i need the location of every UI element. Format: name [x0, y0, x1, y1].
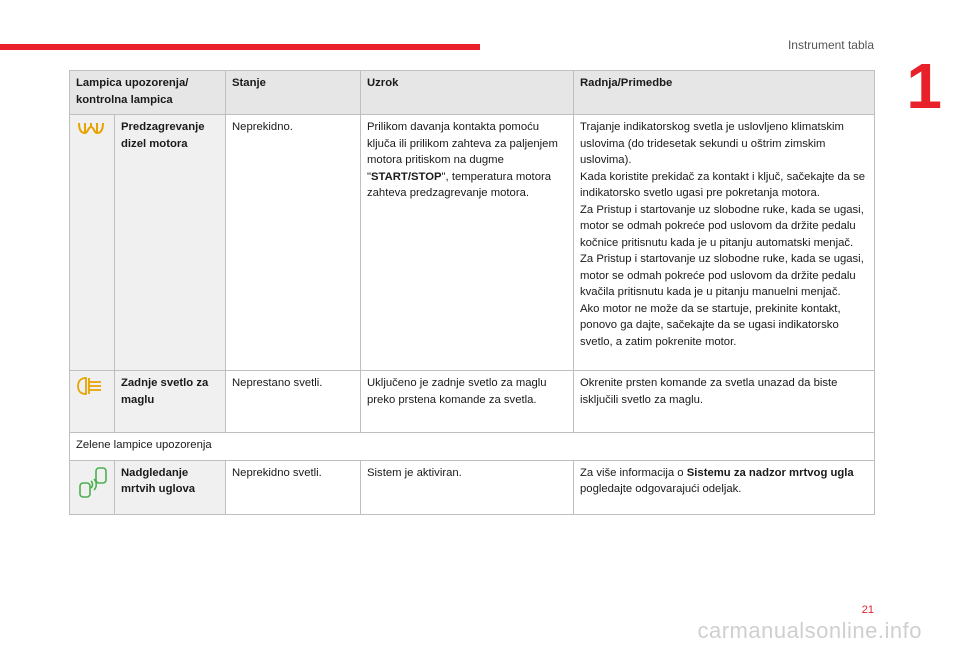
- section-row: [70, 433, 875, 461]
- column-header-action: Radnja/Primedbe: [574, 71, 875, 115]
- column-header-state: Stanje: [226, 71, 361, 115]
- table-row: [70, 115, 875, 371]
- lamp-state: Neprestano svetli.: [226, 371, 361, 433]
- column-header-cause: Uzrok: [361, 71, 574, 115]
- chapter-number: 1: [906, 50, 942, 122]
- section-title: Instrument tabla: [787, 38, 874, 52]
- table-row: [70, 460, 875, 514]
- lamp-action: Za više informacija o Sistemu za nadzor mrtvog ugla pogledajte odgovarajući odeljak.: [574, 460, 875, 514]
- lamp-state: Neprekidno svetli.: [226, 460, 361, 514]
- lamp-name: Zadnje svetlo za maglu: [115, 371, 226, 433]
- rear-fog-lamp-icon: [76, 375, 104, 397]
- table-row: [70, 371, 875, 433]
- column-header-lamp: Lampica upozorenja/ kontrolna lampica: [70, 71, 226, 115]
- lamp-name: Predzagrevanje dizel motora: [115, 115, 226, 371]
- lamp-cause: Prilikom davanja kontakta pomoću ključa ili prilikom zahteva za paljenjem motora pritiskom na dugme "START/STOP", temperatura motora zahteva predzagrevanje motora.: [361, 115, 574, 371]
- section-label: Zelene lampice upozorenja: [70, 433, 875, 461]
- watermark: carmanualsonline.info: [697, 618, 922, 643]
- blind-spot-monitoring-icon: [76, 465, 110, 499]
- lamp-state: Neprekidno.: [226, 115, 361, 371]
- lamp-action: Trajanje indikatorskog svetla je uslovljeno klimatskim uslovima (do tridesetak sekundi u oštrim zimskim uslovima). Kada koristite prekidač za kontakt i ključ, sačekajte da se indikatorsko svetlo ugasi pre pokretanja motora. Za Pristup i startovanje uz slobodne ruke, kada se ugasi, motor se odmah pokreće pod uslovom da držite pedalu kočnice pritisnutu kada je u pitanju automatski menjač. Za Pristup i startovanje uz slobodne ruke, kada se ugasi, motor se odmah pokreće pod uslovom da držite pedalu kvačila pritisnutu kada je u pitanju manuelni menjač. Ako motor ne može da se startuje, prekinite kontakt, ponovo ga dajte, sačekajte da se ugasi indikatorsko svetlo, a zatim pokrenite motor.: [574, 115, 875, 371]
- lamp-cause: Uključeno je zadnje svetlo za maglu preko prstena komande za svetla.: [361, 371, 574, 433]
- lamp-action: Okrenite prsten komande za svetla unazad da biste isključili svetlo za maglu.: [574, 371, 875, 433]
- warning-lamps-table: [69, 70, 875, 515]
- lamp-cause: Sistem je aktiviran.: [361, 460, 574, 514]
- table-header-row: [70, 71, 875, 115]
- header-accent-bar: [0, 44, 480, 50]
- page-number: 21: [861, 604, 874, 616]
- preheating-coil-icon: [76, 119, 106, 137]
- lamp-name: Nadgledanje mrtvih uglova: [115, 460, 226, 514]
